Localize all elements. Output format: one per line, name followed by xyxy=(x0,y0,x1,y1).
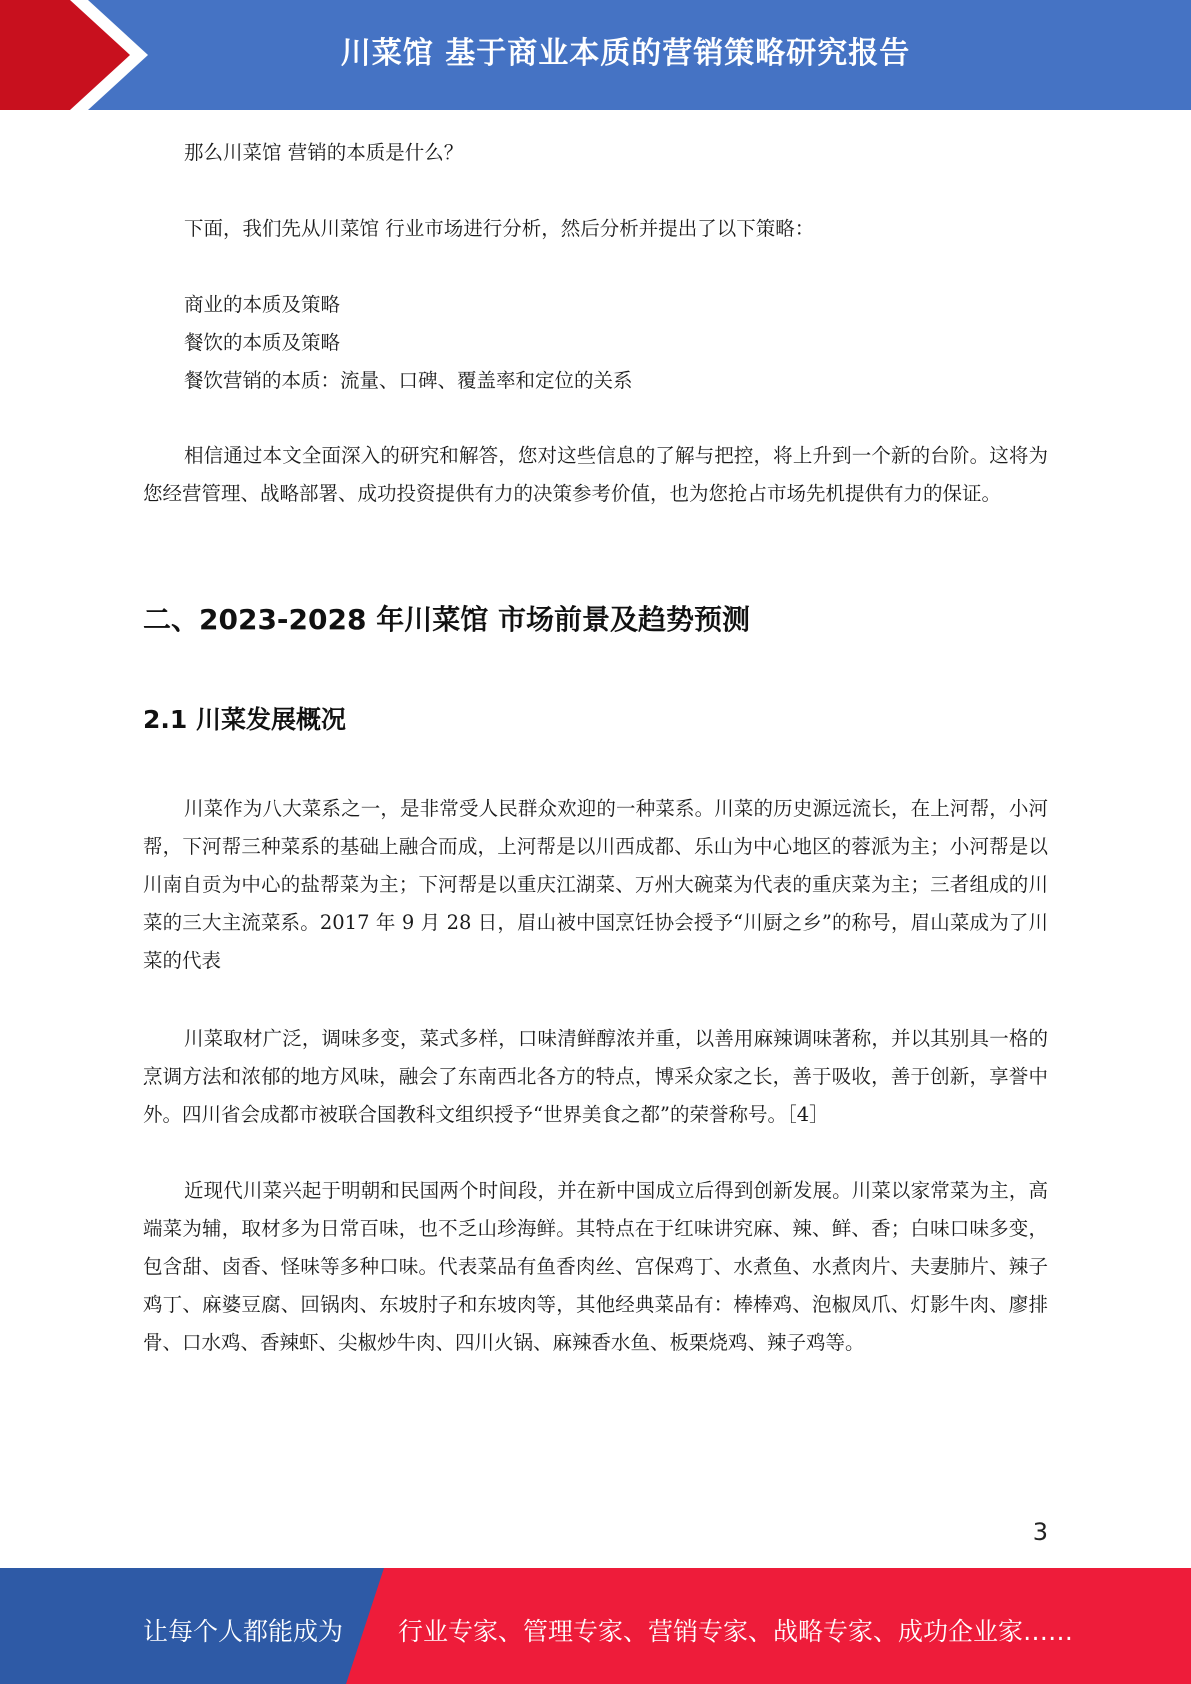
footer-slogan-left: 让每个人都能成为 xyxy=(143,1617,344,1646)
body-paragraph: 川菜作为八大菜系之一，是非常受人民群众欢迎的一种菜系。川菜的历史源远流长，在上河帮，小河帮，下河帮三种菜系的基础上融合而成，上河帮是以川西成都、乐山为中心地区的蓉派为主；小河帮是以川南自贡为中心的盐帮菜为主；下河帮是以重庆江湖菜、万州大碗菜为代表的重庆菜为主；三者组成的川菜的三大主流菜系。2017 年 9 月 28 日，眉山被中国烹饪协会授予“川厨之乡”的称号，眉山菜成为了川菜的代表 xyxy=(143,797,1048,972)
intro-lead: 下面，我们先从川菜馆 行业市场进行分析，然后分析并提出了以下策略： xyxy=(184,217,815,240)
intro-closing-paragraph: 相信通过本文全面深入的研究和解答，您对这些信息的了解与把控，将上升到一个新的台阶。这将为您经营管理、战略部署、成功投资提供有力的决策参考价值，也为您抢占市场先机提供有力的保证。 xyxy=(143,444,1048,505)
body-paragraph: 川菜取材广泛，调味多变，菜式多样，口味清鲜醇浓并重，以善用麻辣调味著称，并以其别具一格的烹调方法和浓郁的地方风味，融会了东南西北各方的特点，博采众家之长，善于吸收，善于创新，享誉中外。四川省会成都市被联合国教科文组织授予“世界美食之都”的荣誉称号。［4］ xyxy=(143,1027,1048,1126)
page-number: 3 xyxy=(1032,1518,1048,1546)
strategy-item: 餐饮的本质及策略 xyxy=(184,331,341,354)
strategy-item: 餐饮营销的本质：流量、口碑、覆盖率和定位的关系 xyxy=(184,369,633,392)
page-footer xyxy=(0,1568,1191,1684)
section-heading: 二、2023-2028 年川菜馆 市场前景及趋势预测 xyxy=(143,603,750,636)
strategy-item: 商业的本质及策略 xyxy=(184,293,341,316)
page-header xyxy=(0,0,1191,110)
report-title: 川菜馆 基于商业本质的营销策略研究报告 xyxy=(340,36,911,71)
body-paragraph: 近现代川菜兴起于明朝和民国两个时间段，并在新中国成立后得到创新发展。川菜以家常菜为主，高端菜为辅，取材多为日常百味，也不乏山珍海鲜。其特点在于红味讲究麻、辣、鲜、香；白味口味多变，包含甜、卤香、怪味等多种口味。代表菜品有鱼香肉丝、宫保鸡丁、水煮鱼、水煮肉片、夫妻肺片、辣子鸡丁、麻婆豆腐、回锅肉、东坡肘子和东坡肉等，其他经典菜品有：棒棒鸡、泡椒凤爪、灯影牛肉、廖排骨、口水鸡、香辣虾、尖椒炒牛肉、四川火锅、麻辣香水鱼、板栗烧鸡、辣子鸡等。 xyxy=(143,1179,1048,1354)
intro-question: 那么川菜馆 营销的本质是什么？ xyxy=(184,141,464,164)
footer-slogan-right: 行业专家、管理专家、营销专家、战略专家、成功企业家…… xyxy=(398,1617,1074,1646)
subsection-heading: 2.1 川菜发展概况 xyxy=(143,705,346,734)
